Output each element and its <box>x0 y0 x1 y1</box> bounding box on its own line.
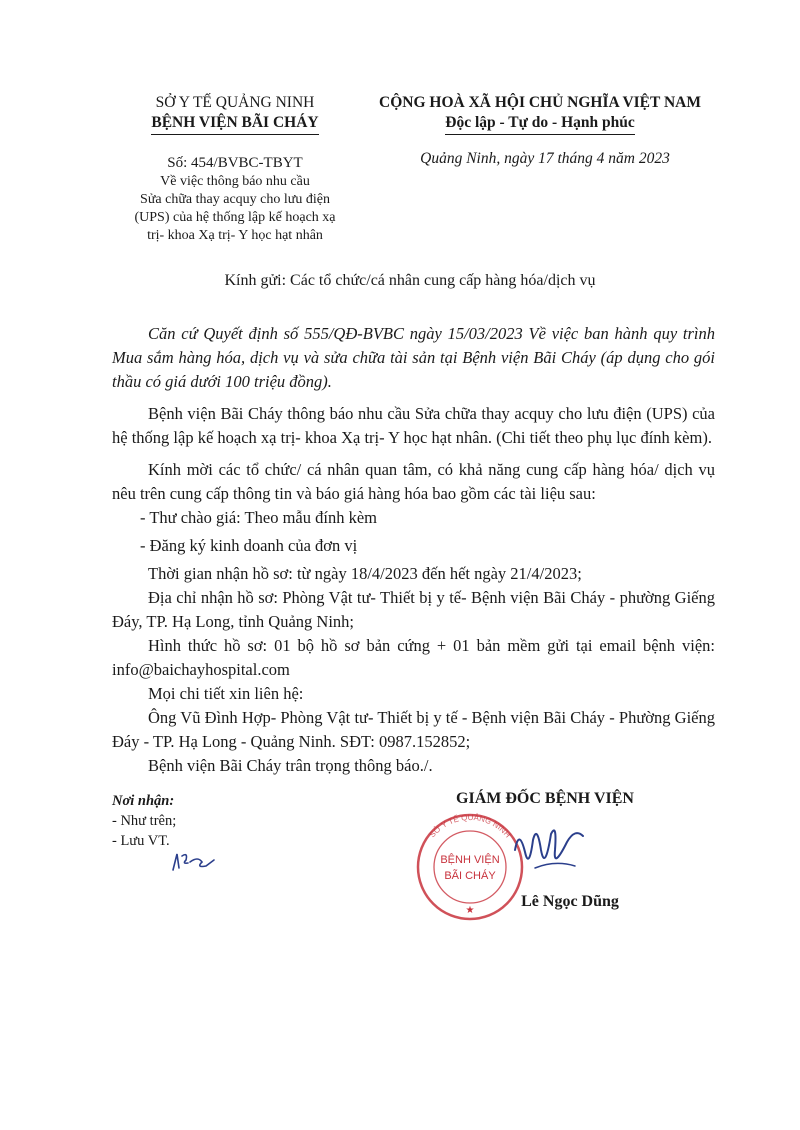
subject-line: Về việc thông báo nhu cầu <box>160 174 310 189</box>
submission-time: Thời gian nhận hồ sơ: từ ngày 18/4/2023 đến hết ngày 21/4/2023; <box>148 564 582 583</box>
director-signature <box>505 820 595 895</box>
initials-signature <box>168 848 218 878</box>
svg-text:SỞ Y TẾ QUẢNG NINH <box>428 813 513 840</box>
subject-line: trị- khoa Xạ trị- Y học hạt nhân <box>147 228 323 243</box>
invitation: Kính mời các tổ chức/ cá nhân quan tâm, có khả năng cung cấp hàng hóa/ dịch vụ nêu trên cung cấp thông tin và báo giá hàng hóa bao gồm các tài liệu sau: <box>112 460 715 503</box>
recipient-line: Kính gửi: Các tổ chức/cá nhân cung cấp hàng hóa/dịch vụ <box>224 272 596 289</box>
submission-address: Địa chỉ nhận hồ sơ: Phòng Vật tư- Thiết bị y tế- Bệnh viện Bãi Cháy - phường Giếng Đáy, TP. Hạ Long, tỉnh Quảng Ninh; <box>112 588 715 631</box>
contact-intro: Mọi chi tiết xin liên hệ: <box>148 684 304 703</box>
bullet-item: - Đăng ký kinh doanh của đơn vị <box>140 536 358 555</box>
stamp-arc-text: SỞ Y TẾ QUẢNG NINH <box>427 812 513 840</box>
stamp-line-2: BÃI CHÁY <box>444 870 496 882</box>
closing-line: Bệnh viện Bãi Cháy trân trọng thông báo./. <box>148 756 433 775</box>
hospital-name: BỆNH VIỆN BÃI CHÁY <box>151 113 318 135</box>
recipients-title: Nơi nhận: <box>112 793 175 809</box>
subject-line: (UPS) của hệ thống lập kế hoạch xạ <box>134 210 336 225</box>
stamp-line-1: BỆNH VIỆN <box>440 854 500 866</box>
ministry-name: SỞ Y TẾ QUẢNG NINH <box>155 94 315 111</box>
document-date: Quảng Ninh, ngày 17 tháng 4 năm 2023 <box>420 150 670 167</box>
bullet-item: - Thư chào giá: Theo mẫu đính kèm <box>140 508 377 527</box>
header-right <box>360 93 720 135</box>
header-left <box>95 93 375 135</box>
stamp-star-icon: ★ <box>465 905 475 916</box>
contact-person: Ông Vũ Đình Hợp- Phòng Vật tư- Thiết bị y tế - Bệnh viện Bãi Cháy - Phường Giếng Đáy - TP. Hạ Long - Quảng Ninh. SĐT: 0987.152852; <box>112 708 715 751</box>
motto: Độc lập - Tự do - Hạnh phúc <box>445 113 634 135</box>
recipient-item: - Lưu VT. <box>112 833 170 849</box>
recipient-item: - Như trên; <box>112 813 177 829</box>
signature-title: GIÁM ĐỐC BỆNH VIỆN <box>456 790 634 807</box>
document-number-block <box>95 153 375 245</box>
subject-line: Sửa chữa thay acquy cho lưu điện <box>140 192 330 207</box>
announcement: Bệnh viện Bãi Cháy thông báo nhu cầu Sửa chữa thay acquy cho lưu điện (UPS) của hệ thống lập kế hoạch xạ trị- khoa Xạ trị- Y học hạt nhân. (Chi tiết theo phụ lục đính kèm). <box>112 404 715 447</box>
document-number: Số: 454/BVBC-TBYT <box>167 155 303 171</box>
legal-basis: Căn cứ Quyết định số 555/QĐ-BVBC ngày 15/03/2023 Về việc ban hành quy trình Mua sắm hàng hóa, dịch vụ và sửa chữa tài sản tại Bệnh viện Bãi Cháy (áp dụng cho gói thầu có giá dưới 100 triệu đồng). <box>112 324 715 391</box>
document-body <box>112 322 715 778</box>
nation-name: CỘNG HOÀ XÃ HỘI CHỦ NGHĨA VIỆT NAM <box>379 94 701 111</box>
submission-form: Hình thức hồ sơ: 01 bộ hồ sơ bản cứng + 01 bản mềm gửi tại email bệnh viện: info@baichayhospital.com <box>112 636 715 679</box>
signer-name: Lê Ngọc Dũng <box>521 893 619 910</box>
